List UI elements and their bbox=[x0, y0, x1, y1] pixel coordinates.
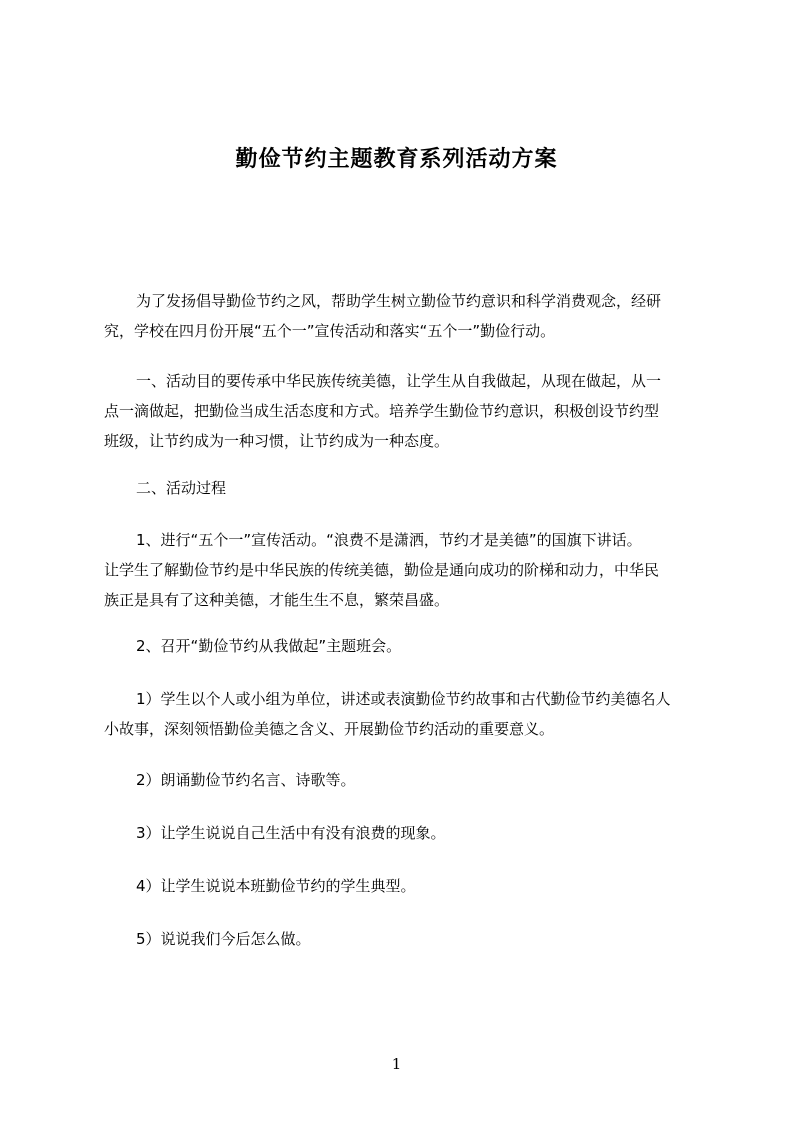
paragraph-line: 班级，让节约成为一种习惯，让节约成为一种态度。 bbox=[104, 432, 450, 450]
paragraph-subitem-5 bbox=[104, 924, 704, 954]
paragraph-subitem-1 bbox=[104, 684, 704, 744]
paragraph-line: 1、进行“五个一”宣传活动。“浪费不是潇洒，节约才是美德”的国旗下讲话。 bbox=[136, 531, 642, 549]
paragraph-line: 1）学生以个人或小组为单位，讲述或表演勤俭节约故事和古代勤俭节约美德名人 bbox=[136, 690, 671, 708]
page-number: 1 bbox=[391, 1055, 402, 1073]
paragraph-intro bbox=[104, 286, 704, 346]
paragraph-line: 二、活动过程 bbox=[136, 479, 227, 497]
section-heading-activity-process bbox=[104, 473, 704, 503]
paragraph-line: 点一滴做起，把勤俭当成生活态度和方式。培养学生勤俭节约意识，积极创设节约型 bbox=[104, 402, 660, 420]
paragraph-activity-purpose bbox=[104, 366, 704, 456]
paragraph-line: 5）说说我们今后怎么做。 bbox=[136, 930, 311, 948]
document-title: 勤俭节约主题教育系列活动方案 bbox=[235, 147, 558, 172]
paragraph-subitem-4 bbox=[104, 871, 704, 901]
paragraph-item-1 bbox=[104, 525, 704, 615]
paragraph-line: 究，学校在四月份开展“五个一”宣传活动和落实“五个一”勤俭行动。 bbox=[104, 322, 556, 340]
paragraph-line: 2、召开“勤俭节约从我做起”主题班会。 bbox=[136, 637, 402, 655]
paragraph-line: 3）让学生说说自己生活中有没有浪费的现象。 bbox=[136, 824, 446, 842]
paragraph-line: 一、活动目的要传承中华民族传统美德，让学生从自我做起，从现在做起，从一 bbox=[136, 372, 662, 390]
paragraph-line: 族正是具有了这种美德，才能生生不息，繁荣昌盛。 bbox=[104, 591, 450, 609]
paragraph-subitem-3 bbox=[104, 818, 704, 848]
paragraph-line: 小故事，深刻领悟勤俭美德之含义、开展勤俭节约活动的重要意义。 bbox=[104, 720, 555, 738]
paragraph-line: 为了发扬倡导勤俭节约之风，帮助学生树立勤俭节约意识和科学消费观念，经研 bbox=[136, 292, 662, 310]
paragraph-line: 4）让学生说说本班勤俭节约的学生典型。 bbox=[136, 877, 416, 895]
paragraph-line: 让学生了解勤俭节约是中华民族的传统美德，勤俭是通向成功的阶梯和动力，中华民 bbox=[104, 561, 660, 579]
paragraph-subitem-2 bbox=[104, 765, 704, 795]
paragraph-item-2 bbox=[104, 631, 704, 661]
paragraph-line: 2）朗诵勤俭节约名言、诗歌等。 bbox=[136, 771, 356, 789]
